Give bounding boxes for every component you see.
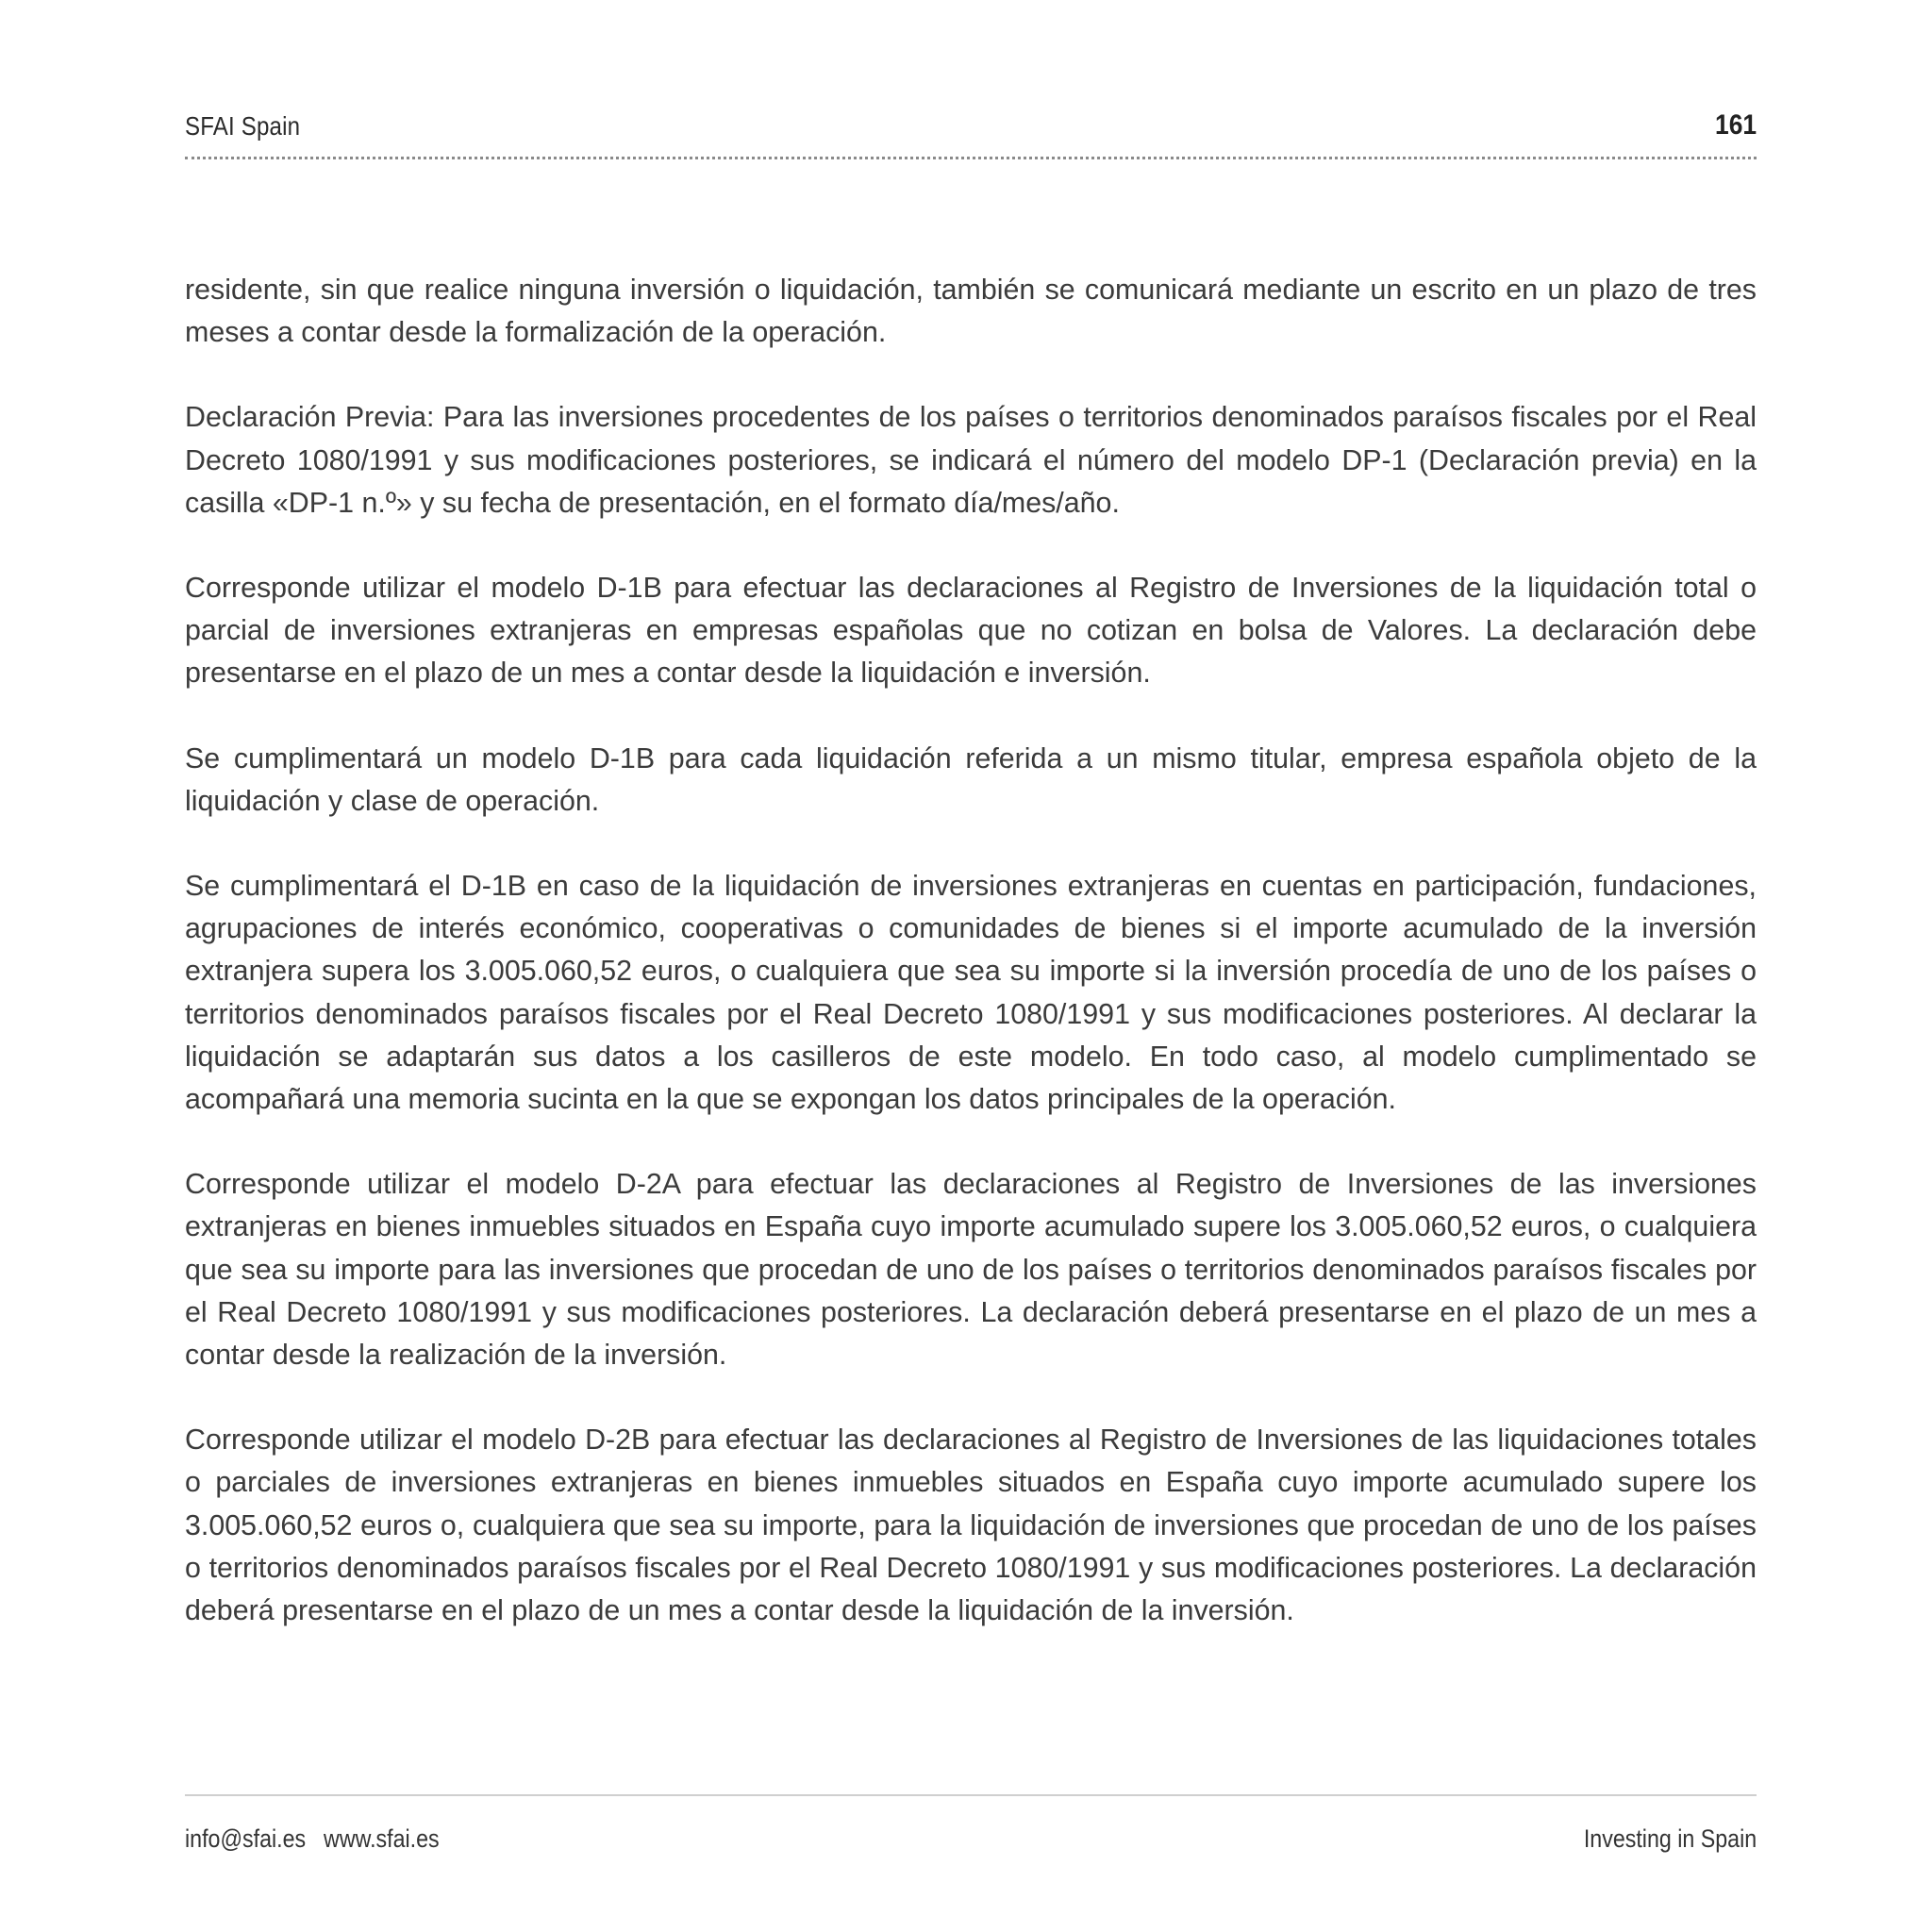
header-title: SFAI Spain: [185, 111, 301, 141]
document-body: [185, 269, 1757, 1674]
email-link[interactable]: info@sfai.es: [185, 1824, 307, 1853]
paragraph: Se cumplimentará el D-1B en caso de la liquidación de inversiones extranjeras en cuentas en participación, fundaciones, agrupaciones de interés económico, cooperativas o comunidades de bienes si el importe acumulado de la inversión extranjera supera los 3.005.060,52 euros, o cualquiera que sea su importe si la inversión procedía de uno de los países o territorios denominados paraísos fiscales por el Real Decreto 1080/1991 y sus modificaciones posteriores. Al declarar la liquidación se adaptarán sus datos a los casilleros de este modelo. En todo caso, al modelo cumplimentado se acompañará una memoria sucinta en la que se expongan los datos principales de la operación.: [185, 870, 1757, 1116]
page-number: 161: [1714, 109, 1757, 141]
paragraph: Corresponde utilizar el modelo D-2A para efectuar las declaraciones al Registro de Inversiones de las inversiones extranjeras en bienes inmuebles situados en España cuyo importe acumulado supere los 3.005.060,52 euros, o cualquiera que sea su importe para las inversiones que procedan de uno de los países o territorios denominados paraísos fiscales por el Real Decreto 1080/1991 y sus modificaciones posteriores. La declaración deberá presentarse en el plazo de un mes a contar desde la realización de la inversión.: [185, 1168, 1757, 1372]
paragraph: Declaración Previa: Para las inversiones procedentes de los países o territorios denominados paraísos fiscales por el Real Decreto 1080/1991 y sus modificaciones posteriores, se indicará el número del modelo DP-1 (Declaración previa) en la casilla «DP-1 n.º» y su fecha de presentación, en el formato día/mes/año.: [185, 401, 1757, 519]
paragraph: Corresponde utilizar el modelo D-2B para efectuar las declaraciones al Registro de Inversiones de las liquidaciones totales o parciales de inversiones extranjeras en bienes inmuebles situados en España cuyo importe acumulado supere los 3.005.060,52 euros o, cualquiera que sea su importe, para la liquidación de inversiones que procedan de uno de los países o territorios denominados paraísos fiscales por el Real Decreto 1080/1991 y sus modificaciones posteriores. La declaración deberá presentarse en el plazo de un mes a contar desde la liquidación de la inversión.: [185, 1424, 1757, 1627]
header-dotted-divider: [185, 157, 1757, 159]
paragraph: Se cumplimentará un modelo D-1B para cada liquidación referida a un mismo titular, empresa española objeto de la liquidación y clase de operación.: [185, 741, 1757, 817]
page-footer: [185, 1824, 1757, 1862]
paragraph: Corresponde utilizar el modelo D-1B para efectuar las declaraciones al Registro de Inversiones de la liquidación total o parcial de inversiones extranjeras en empresas españolas que no cotizan en bolsa de Valores. La declaración debe presentarse en el plazo de un mes a contar desde la liquidación e inversión.: [185, 572, 1757, 690]
website-link[interactable]: www.sfai.es: [324, 1824, 440, 1853]
footer-publication-title: Investing in Spain: [1583, 1824, 1757, 1853]
footer-contact: [185, 1824, 440, 1854]
page-header: [185, 106, 1757, 143]
paragraph: residente, sin que realice ninguna inversión o liquidación, también se comunicará mediante un escrito en un plazo de tres meses a contar desde la formalización de la operación.: [185, 274, 1757, 349]
footer-divider: [185, 1794, 1757, 1796]
